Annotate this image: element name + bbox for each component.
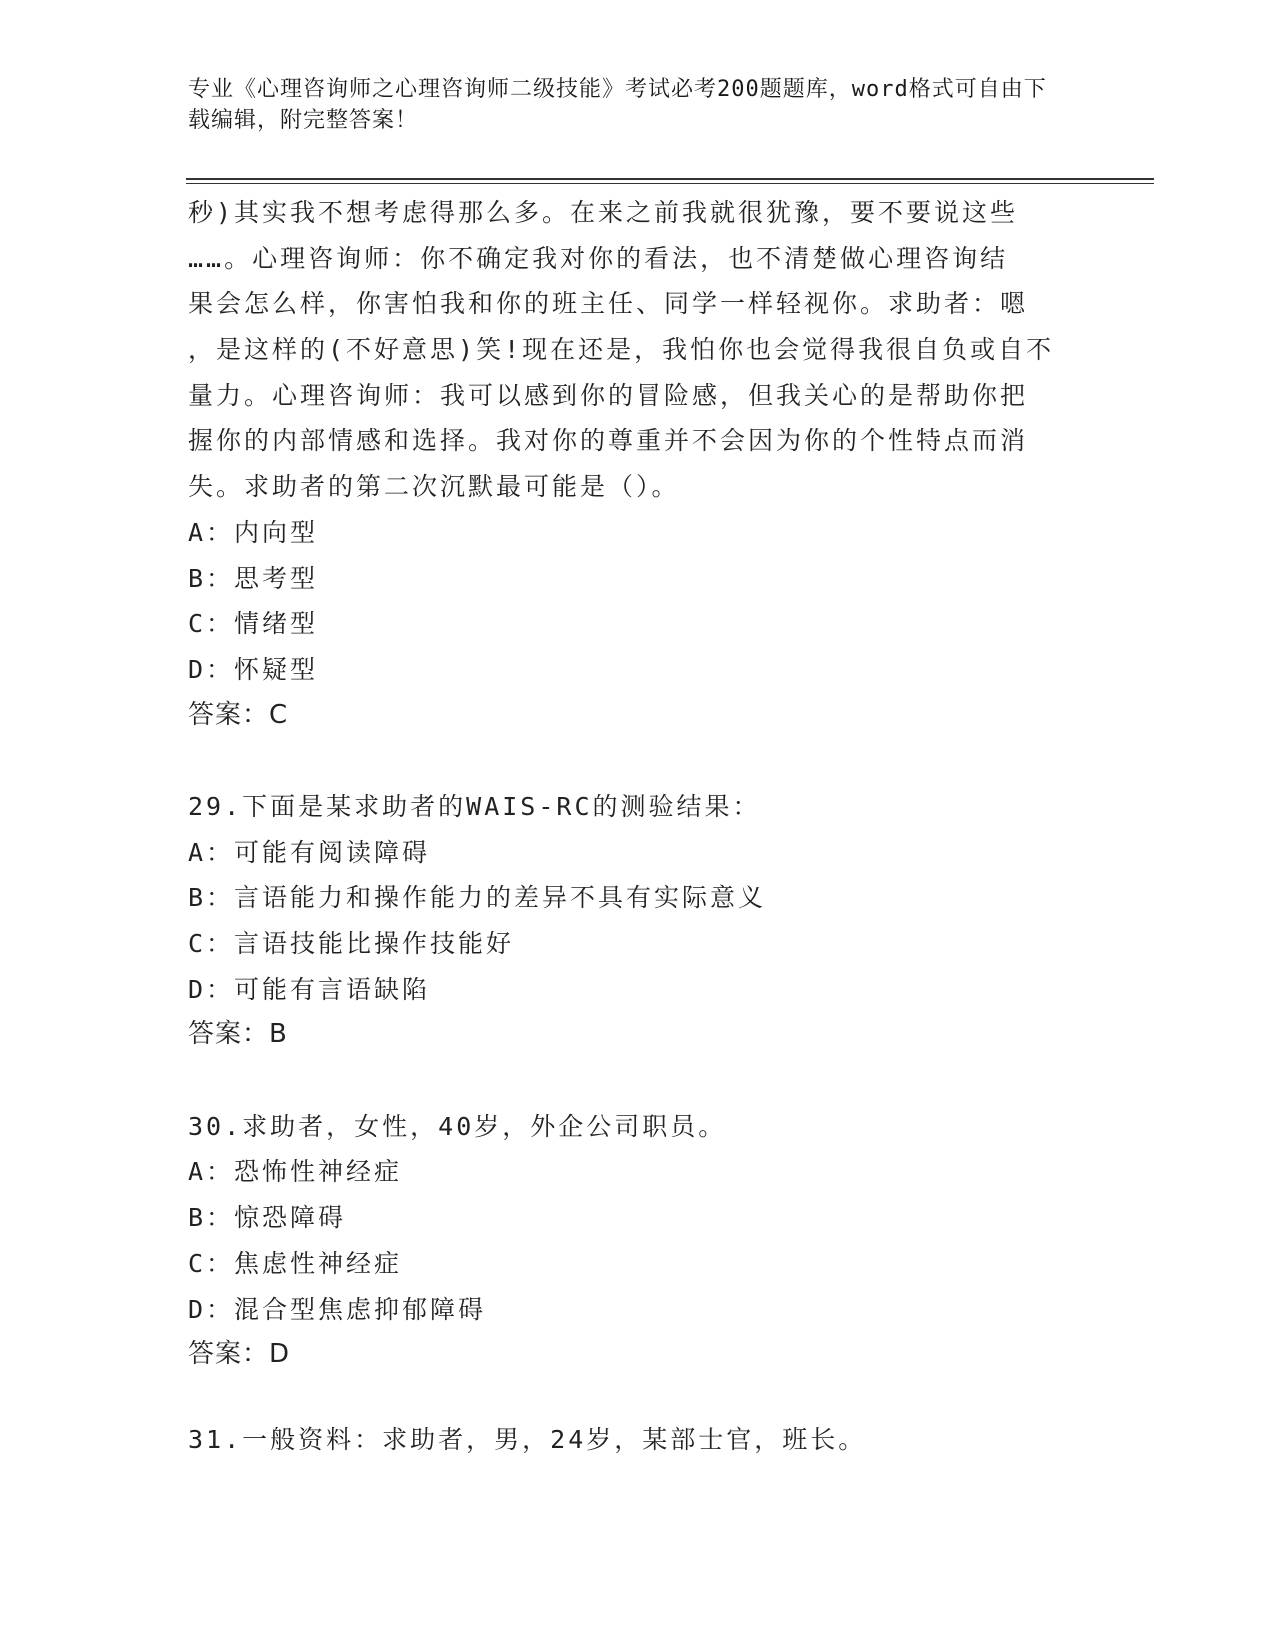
spacer xyxy=(188,738,1088,784)
option-b: B：思考型 xyxy=(188,563,319,593)
option-d: D：可能有言语缺陷 xyxy=(188,974,431,1004)
option-c: C：言语技能比操作技能好 xyxy=(188,929,515,958)
option-d: D：混合型焦虑抑郁障碍 xyxy=(188,1294,487,1324)
option-a: A：内向型 xyxy=(188,517,319,547)
question-stem: 30.求助者，女性，40岁，外企公司职员。 xyxy=(188,1111,727,1141)
answer: 答案：D xyxy=(188,1339,291,1370)
question-30 xyxy=(188,1104,1088,1378)
option-d: D：怀疑型 xyxy=(188,654,319,684)
question-stem-line: 失。求助者的第二次沉默最可能是（）。 xyxy=(188,472,680,502)
question-stem-line: ……。心理咨询师：你不确定我对你的看法，也不清楚做心理咨询结 xyxy=(188,243,1009,273)
question-stem-line: 量力。心理咨询师：我可以感到你的冒险感，但我关心的是帮助你把 xyxy=(188,380,1029,410)
option-c: C：情绪型 xyxy=(188,609,319,639)
question-stem-line: ，是这样的(不好意思)笑!现在还是，我怕你也会觉得我很自负或自不 xyxy=(188,335,1055,365)
option-b: B：言语能力和操作能力的差异不具有实际意义 xyxy=(188,883,767,913)
question-29 xyxy=(188,784,1088,1058)
question-stem: 29.下面是某求助者的WAIS-RC的测验结果： xyxy=(188,791,761,821)
question-stem-line: 果会怎么样，你害怕我和你的班主任、同学一样轻视你。求助者：嗯 xyxy=(188,289,1029,319)
document-header xyxy=(188,74,1068,136)
question-31 xyxy=(188,1417,866,1463)
option-a: A：恐怖性神经症 xyxy=(188,1157,403,1187)
header-divider-thick xyxy=(186,178,1154,180)
header-title: 专业《心理咨询师之心理咨询师二级技能》考试必考200题题库，word格式可自由下载编辑，附完整答案！ xyxy=(188,77,1047,133)
question-stem: 31.一般资料：求助者，男，24岁，某部士官，班长。 xyxy=(188,1425,867,1454)
option-b: B：惊恐障碍 xyxy=(188,1203,347,1233)
question-28 xyxy=(188,190,1088,738)
header-divider-thin xyxy=(186,183,1154,184)
option-c: C：焦虑性神经症 xyxy=(188,1248,403,1278)
answer: 答案：B xyxy=(188,1019,288,1050)
question-stem-line: 秒)其实我不想考虑得那么多。在来之前我就很犹豫，要不要说这些 xyxy=(188,198,1019,227)
option-a: A：可能有阅读障碍 xyxy=(188,837,431,867)
spacer xyxy=(188,1058,1088,1104)
answer: 答案：C xyxy=(188,699,289,730)
question-stem-line: 握你的内部情感和选择。我对你的尊重并不会因为你的个性特点而消 xyxy=(188,426,1029,456)
document-body xyxy=(188,190,1088,1378)
